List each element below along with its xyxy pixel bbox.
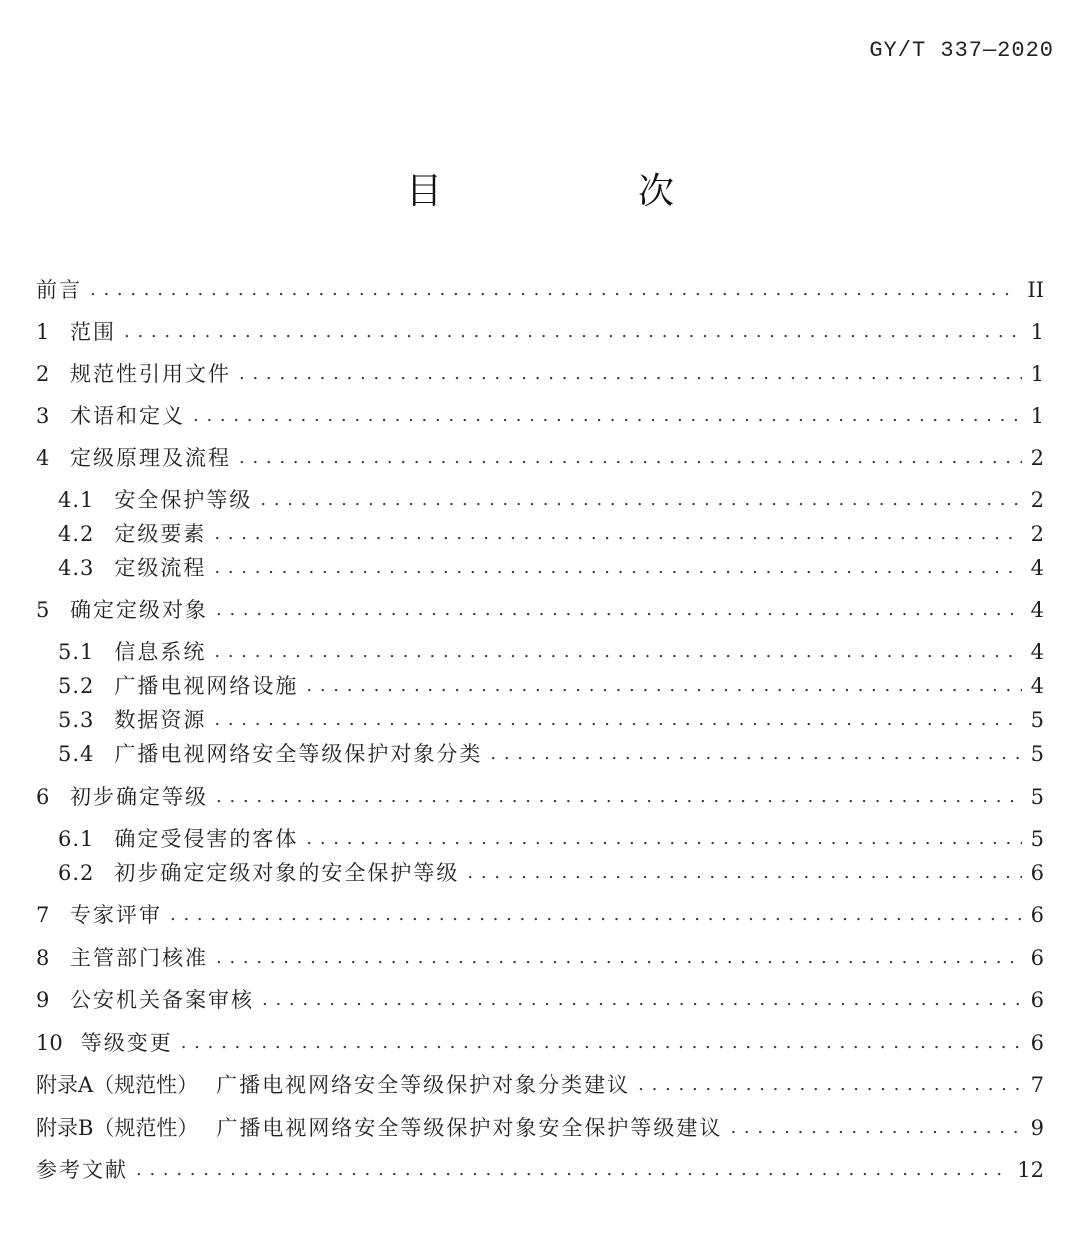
toc-number: 4 — [36, 446, 50, 470]
toc-number: 6 — [36, 785, 50, 809]
toc-entry[interactable] — [36, 354, 1044, 394]
toc-label: 数据资源 — [114, 708, 207, 732]
toc-number: 7 — [36, 903, 50, 927]
dot-leader — [239, 438, 1022, 478]
toc-page: 4 — [1030, 598, 1044, 622]
toc-appendix-entry[interactable] — [36, 1065, 1044, 1105]
dot-leader — [239, 354, 1022, 394]
toc-label: 范围 — [70, 320, 116, 344]
toc-label: 前言 — [36, 278, 82, 302]
toc-entry[interactable] — [36, 270, 1044, 310]
toc-subentry[interactable] — [58, 734, 1044, 774]
toc-page: 6 — [1030, 1031, 1044, 1055]
toc-label: 定级要素 — [114, 522, 207, 546]
toc-label: 信息系统 — [114, 640, 207, 664]
toc-label: 术语和定义 — [70, 404, 185, 428]
toc-label: 广播电视网络安全等级保护对象分类 — [114, 742, 483, 766]
toc-number: 3 — [36, 404, 50, 428]
toc-label: 规范性引用文件 — [70, 362, 231, 386]
toc-number: 6.1 — [58, 827, 95, 851]
dot-leader — [136, 1150, 1009, 1190]
toc-number: 4.2 — [58, 522, 95, 546]
toc-label: 确定受侵害的客体 — [114, 827, 299, 851]
toc-page: 5 — [1030, 827, 1044, 851]
appendix-number: 附录A（规范性） — [36, 1073, 199, 1097]
toc-entry[interactable] — [36, 938, 1044, 978]
toc-number: 5 — [36, 598, 50, 622]
toc-subentry[interactable] — [58, 548, 1044, 588]
toc-page: 6 — [1030, 988, 1044, 1012]
dot-leader — [638, 1065, 1022, 1105]
toc-entry[interactable] — [36, 1023, 1044, 1063]
dot-leader — [216, 938, 1022, 978]
dot-leader — [262, 980, 1022, 1020]
toc-page: II — [1027, 278, 1044, 302]
toc-page: 5 — [1030, 742, 1044, 766]
dot-leader — [214, 548, 1022, 588]
toc-entry[interactable] — [36, 980, 1044, 1020]
dot-leader — [90, 270, 1019, 310]
toc-page: 6 — [1030, 946, 1044, 970]
toc-number: 2 — [36, 362, 50, 386]
toc-page: 4 — [1030, 556, 1044, 580]
toc-label: 安全保护等级 — [114, 488, 253, 512]
dot-leader — [216, 590, 1022, 630]
toc-page: 2 — [1030, 488, 1044, 512]
toc-page: 1 — [1030, 362, 1044, 386]
toc-entry[interactable] — [36, 396, 1044, 436]
toc-label: 广播电视网络安全等级保护对象分类建议 — [216, 1073, 631, 1097]
toc-page: 2 — [1030, 522, 1044, 546]
toc-entry[interactable] — [36, 312, 1044, 352]
toc-page: 9 — [1030, 1116, 1044, 1140]
appendix-number: 附录B（规范性） — [36, 1116, 199, 1140]
toc-label: 确定定级对象 — [70, 598, 208, 622]
toc-entry[interactable] — [36, 1150, 1044, 1190]
toc-entry[interactable] — [36, 590, 1044, 630]
toc-number: 4.1 — [58, 488, 95, 512]
toc-page: 4 — [1030, 674, 1044, 698]
toc-number: 5.1 — [58, 640, 95, 664]
toc-page: 5 — [1030, 708, 1044, 732]
toc-label: 定级原理及流程 — [70, 446, 231, 470]
toc-page: 6 — [1030, 861, 1044, 885]
dot-leader — [124, 312, 1022, 352]
toc-page: 1 — [1030, 320, 1044, 344]
toc-number: 6.2 — [58, 861, 95, 885]
toc-page: 1 — [1030, 404, 1044, 428]
toc-number: 5.4 — [58, 742, 95, 766]
dot-leader — [170, 895, 1022, 935]
toc-number: 8 — [36, 946, 50, 970]
dot-leader — [730, 1108, 1022, 1148]
toc-number: 9 — [36, 988, 50, 1012]
dot-leader — [193, 396, 1022, 436]
dot-leader — [490, 734, 1022, 774]
toc-label: 初步确定等级 — [70, 785, 208, 809]
toc-subentry[interactable] — [58, 853, 1044, 893]
toc-label: 参考文献 — [36, 1158, 128, 1182]
standard-code: GY/T 337—2020 — [869, 38, 1054, 63]
toc-number: 5.2 — [58, 674, 95, 698]
toc-page: 7 — [1030, 1073, 1044, 1097]
toc-label: 等级变更 — [80, 1031, 173, 1055]
toc-page: 4 — [1030, 640, 1044, 664]
toc-page: 5 — [1030, 785, 1044, 809]
toc-entry[interactable] — [36, 438, 1044, 478]
toc-label: 主管部门核准 — [70, 946, 208, 970]
toc-label: 公安机关备案审核 — [70, 988, 254, 1012]
toc-number: 10 — [36, 1031, 63, 1055]
toc-label: 初步确定定级对象的安全保护等级 — [114, 861, 460, 885]
toc-appendix-entry[interactable] — [36, 1108, 1044, 1148]
toc-number: 4.3 — [58, 556, 95, 580]
toc-entry[interactable] — [36, 895, 1044, 935]
dot-leader — [216, 777, 1022, 817]
toc-label: 定级流程 — [114, 556, 207, 580]
toc-entry[interactable] — [36, 777, 1044, 817]
dot-leader — [467, 853, 1022, 893]
toc-page: 2 — [1030, 446, 1044, 470]
toc-label: 广播电视网络安全等级保护对象安全保护等级建议 — [216, 1116, 723, 1140]
toc-page: 12 — [1017, 1158, 1044, 1182]
toc-number: 5.3 — [58, 708, 95, 732]
dot-leader — [181, 1023, 1022, 1063]
page-title: 目 次 — [405, 171, 754, 212]
toc-label: 专家评审 — [70, 903, 162, 927]
toc-page: 6 — [1030, 903, 1044, 927]
toc-label: 广播电视网络设施 — [114, 674, 299, 698]
toc-number: 1 — [36, 320, 50, 344]
